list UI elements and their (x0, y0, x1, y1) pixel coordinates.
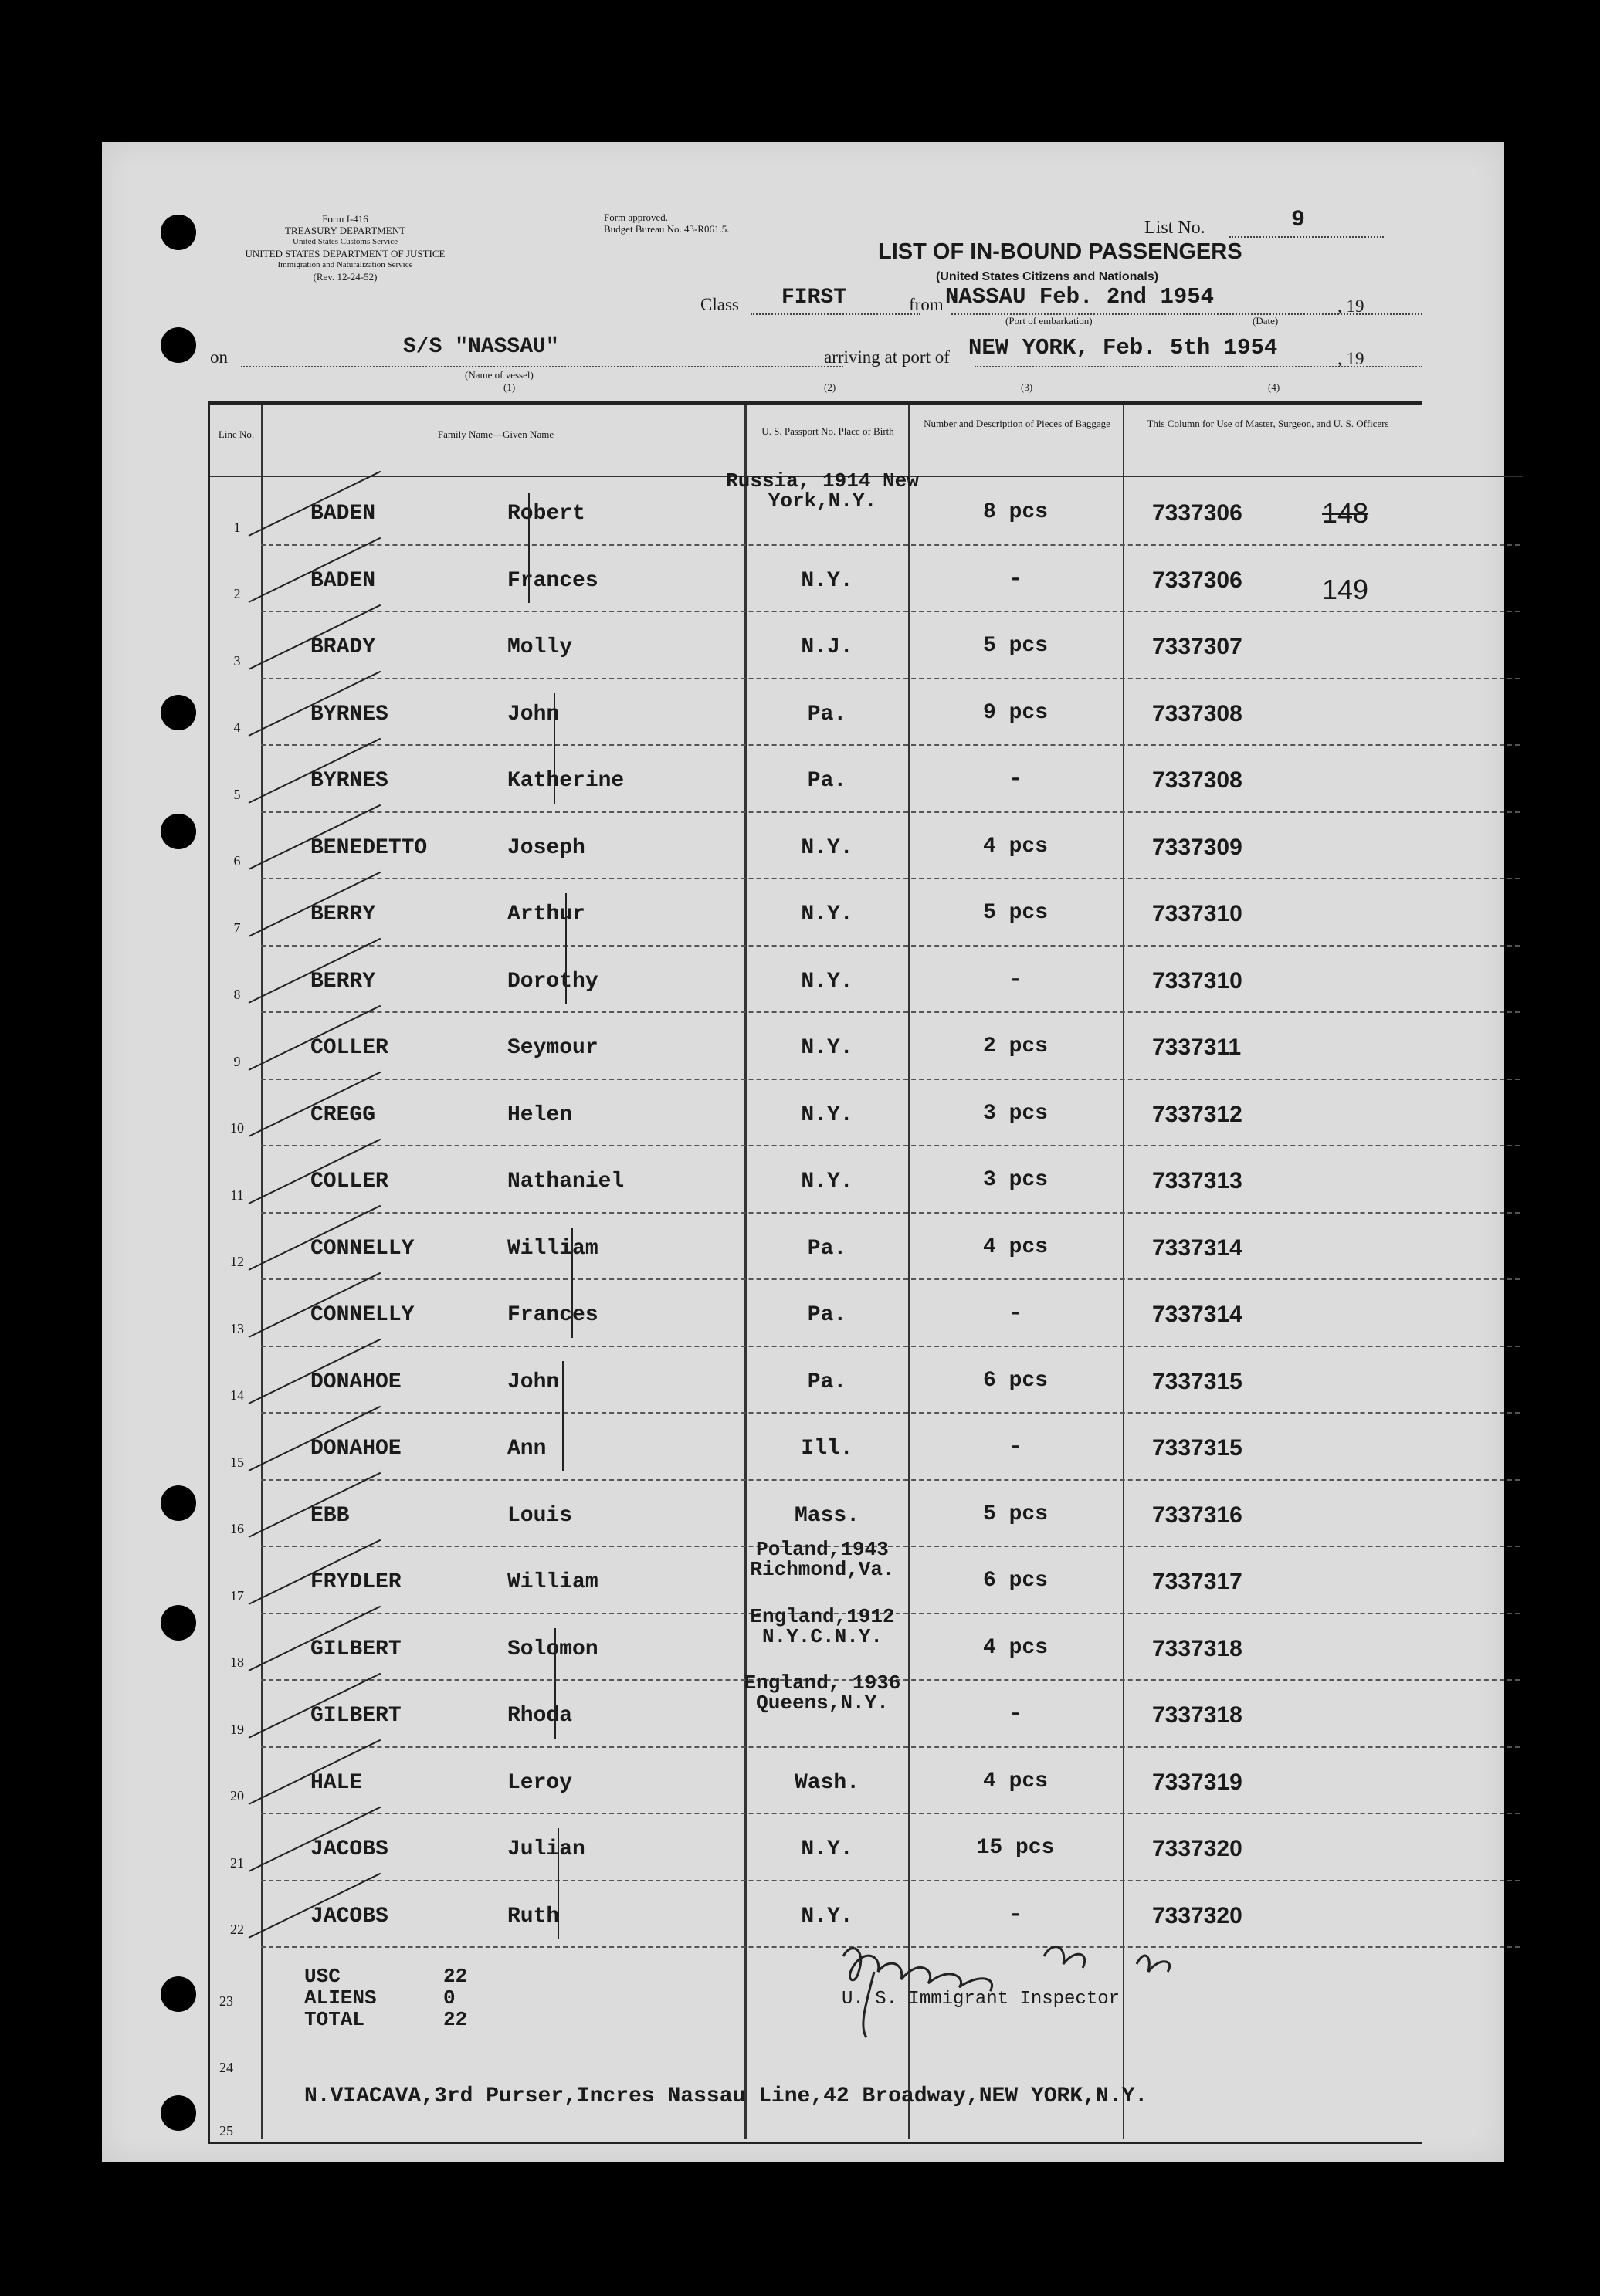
place-of-birth: Wash. (794, 1770, 859, 1795)
given-name: Joseph (507, 835, 585, 860)
officer-code: 7337311 (1152, 1035, 1242, 1060)
line-number: 7 (233, 919, 241, 936)
table-row (102, 469, 1504, 546)
baggage: 15 pcs (976, 1836, 1055, 1860)
officer-code: 7337320 (1152, 1902, 1242, 1929)
extra-line-25: 25 (219, 2123, 233, 2139)
given-name: Robert (507, 502, 585, 526)
year-label-2: , 19 (1337, 349, 1364, 368)
family-bracket (562, 1361, 564, 1471)
family-bracket (565, 893, 567, 1004)
family-bracket (558, 1828, 559, 1939)
document-subtitle: (United States Citizens and Nationals) (936, 270, 1159, 283)
line-number: 18 (230, 1654, 244, 1670)
budget-bureau: Budget Bureau No. 43-R061.5. (604, 223, 730, 235)
table-row (102, 1146, 1504, 1214)
col-header-baggage: Number and Description of Pieces of Baggage (924, 418, 1110, 429)
family-bracket (528, 493, 530, 603)
family-name: COLLER (310, 1170, 388, 1194)
given-name: Louis (507, 1503, 573, 1528)
line-number: 16 (230, 1521, 244, 1536)
family-name: CONNELLY (310, 1236, 415, 1261)
family-name: DONAHOE (310, 1437, 402, 1461)
purser-line: N.VIACAVA,3rd Purser,Incres Nassau Line,42 Broadway,NEW YORK,N.Y. (304, 2084, 1148, 2108)
family-name: BYRNES (310, 702, 388, 726)
given-name: Ruth (507, 1904, 560, 1929)
officer-code: 7337314 (1152, 1234, 1242, 1261)
line-number: 19 (230, 1721, 244, 1737)
inspector-signature (812, 1925, 1245, 2041)
baggage: 9 pcs (982, 700, 1048, 725)
place-of-birth: N.Y. (801, 1036, 853, 1060)
form-header-left (210, 213, 480, 283)
usc-count: 22 (443, 1965, 468, 1988)
given-name: Ann (507, 1437, 547, 1461)
line-number: 6 (233, 853, 241, 869)
given-name: Frances (507, 1303, 598, 1327)
line-number: 4 (233, 720, 241, 735)
baggage: 2 pcs (982, 1035, 1048, 1058)
given-name: Frances (507, 568, 598, 593)
baggage: 4 pcs (982, 834, 1048, 858)
col-number-2: (2) (824, 381, 836, 393)
given-name: Leroy (507, 1770, 573, 1795)
line-number: 9 (233, 1053, 241, 1069)
col-header-officers: This Column for Use of Master, Surgeon, and U. S. Officers (1147, 418, 1389, 429)
place-of-birth: N.Y. (801, 1170, 853, 1194)
given-name: Solomon (507, 1637, 598, 1661)
punch-hole (161, 215, 196, 250)
table-row (102, 1013, 1504, 1080)
punch-hole (161, 1976, 196, 2012)
arriving-label: arriving at port of (824, 347, 950, 367)
baggage: 4 pcs (982, 1769, 1048, 1793)
baggage: 6 pcs (982, 1569, 1048, 1593)
given-name: John (507, 1370, 560, 1394)
officer-code: 7337306 (1152, 500, 1242, 526)
given-name: Katherine (507, 769, 625, 793)
table-row (102, 1080, 1504, 1147)
family-name: BERRY (310, 902, 376, 926)
check-mark (249, 1472, 381, 1538)
officer-code: 7337315 (1152, 1368, 1242, 1394)
line-number: 13 (230, 1320, 244, 1336)
family-name: BADEN (310, 568, 376, 593)
family-name: BADEN (310, 502, 376, 526)
place-of-birth: Pa. (807, 1303, 847, 1327)
family-bracket (571, 1228, 573, 1338)
place-of-birth: England, 1936 Queens,N.Y. (744, 1671, 901, 1715)
given-name: Rhoda (507, 1704, 573, 1728)
table-row (102, 879, 1504, 947)
family-name: BRADY (310, 635, 376, 659)
table-row (102, 813, 1504, 880)
table-row (102, 1347, 1504, 1414)
place-of-birth: N.Y. (801, 1102, 853, 1127)
officer-code: 7337309 (1152, 834, 1242, 860)
family-name: CONNELLY (310, 1303, 415, 1327)
given-name: Nathaniel (507, 1170, 625, 1194)
table-row (102, 1538, 1504, 1614)
family-name: JACOBS (310, 1837, 388, 1861)
vessel-label: (Name of vessel) (465, 369, 534, 381)
list-no-value: 9 (1291, 207, 1306, 233)
from-label: from (909, 295, 944, 314)
officer-code: 7337315 (1152, 1435, 1242, 1461)
on-label: on (210, 347, 228, 367)
aliens-label: ALIENS (304, 1986, 377, 2010)
given-name: John (507, 702, 560, 726)
baggage: 3 pcs (982, 1168, 1048, 1192)
given-name: Dorothy (507, 969, 598, 994)
line-number: 21 (230, 1854, 244, 1871)
place-of-birth: Poland,1943 Richmond,Va. (750, 1538, 895, 1581)
line-number: 14 (230, 1387, 244, 1403)
given-name: Arthur (507, 902, 585, 926)
officer-code: 7337310 (1152, 901, 1242, 926)
family-name: BENEDETTO (310, 835, 428, 860)
officer-code: 7337320 (1152, 1836, 1242, 1861)
justice-dept: UNITED STATES DEPARTMENT OF JUSTICE (245, 248, 446, 259)
baggage: 5 pcs (982, 901, 1048, 925)
place-of-birth: N.Y. (801, 969, 853, 994)
given-name: William (507, 1570, 598, 1594)
col-header-passport: U. S. Passport No. Place of Birth (761, 425, 894, 437)
date-label: (Date) (1253, 315, 1279, 327)
line-number: 3 (233, 652, 241, 669)
baggage: - (1008, 1702, 1022, 1726)
class-label: Class (700, 295, 739, 314)
line-number: 15 (230, 1454, 244, 1470)
table-row (102, 679, 1504, 747)
table-row (102, 1214, 1504, 1281)
punch-hole (161, 327, 196, 363)
punch-hole (161, 2095, 196, 2131)
line-number: 11 (230, 1187, 244, 1203)
place-of-birth: N.Y. (801, 835, 853, 860)
baggage: 3 pcs (982, 1101, 1048, 1126)
year-label-1: , 19 (1337, 296, 1364, 316)
place-of-birth: England,1912 N.Y.C.N.Y. (750, 1604, 895, 1648)
port-embarkation-label: (Port of embarkation) (1005, 315, 1093, 327)
table-row (102, 1280, 1504, 1347)
baggage: - (1008, 967, 1022, 992)
family-name: BERRY (310, 969, 376, 994)
list-no-label: List No. (1144, 218, 1205, 238)
baggage: - (1008, 1302, 1022, 1326)
line-number: 5 (233, 786, 241, 802)
officer-code: 7337306 (1152, 567, 1242, 593)
vessel-name: S/S "NASSAU" (403, 335, 559, 359)
family-name: HALE (310, 1770, 363, 1795)
family-bracket (554, 1628, 556, 1739)
place-of-birth: N.Y. (801, 902, 853, 926)
given-name: Molly (507, 635, 573, 659)
family-name: GILBERT (310, 1637, 402, 1661)
given-name: Julian (507, 1837, 585, 1861)
family-name: DONAHOE (310, 1370, 402, 1394)
place-of-birth: N.Y. (801, 1837, 853, 1861)
place-of-birth: N.Y. (801, 568, 853, 593)
table-row (102, 746, 1504, 813)
col-number-3: (3) (1021, 381, 1033, 393)
baggage: 5 pcs (982, 1502, 1048, 1526)
line-number: 20 (230, 1788, 244, 1803)
form-revision: (Rev. 12-24-52) (313, 271, 378, 283)
line-number: 10 (230, 1120, 244, 1136)
from-value: NASSAU Feb. 2nd 1954 (945, 284, 1215, 310)
customs-service: United States Customs Service (293, 237, 398, 246)
line-number: 2 (233, 586, 241, 601)
place-of-birth: Pa. (807, 769, 847, 793)
officer-code: 7337312 (1152, 1101, 1242, 1127)
family-bracket (554, 693, 555, 804)
form-approved: Form approved. (604, 212, 669, 223)
table-row (102, 1671, 1504, 1748)
table-row (102, 1814, 1504, 1881)
total-label: TOTAL (304, 2008, 365, 2031)
place-of-birth: Ill. (801, 1437, 853, 1461)
col-header-line-no: Line No. (218, 428, 255, 440)
place-of-birth: Mass. (794, 1503, 859, 1528)
table-row (102, 1881, 1504, 1949)
document-page (102, 142, 1504, 2162)
extra-line-24: 24 (219, 2060, 233, 2075)
baggage: - (1008, 567, 1022, 591)
baggage: - (1008, 767, 1022, 791)
officer-code: 7337314 (1152, 1302, 1242, 1327)
arriving-value: NEW YORK, Feb. 5th 1954 (968, 335, 1278, 361)
table-row (102, 947, 1504, 1014)
extra-line-23: 23 (219, 1993, 233, 2009)
officer-code: 7337310 (1152, 967, 1242, 994)
col-header-name: Family Name—Given Name (437, 428, 554, 440)
line-number: 22 (230, 1922, 244, 1937)
place-of-birth: N.J. (801, 635, 853, 659)
table-row (102, 612, 1504, 679)
col-number-4: (4) (1268, 381, 1280, 393)
family-name: BYRNES (310, 769, 388, 793)
aliens-count: 0 (443, 1986, 456, 2010)
total-count: 22 (443, 2008, 468, 2031)
given-name: Seymour (507, 1036, 598, 1060)
family-name: COLLER (310, 1036, 388, 1060)
officer-code: 7337308 (1152, 700, 1242, 726)
officer-code: 7337317 (1152, 1569, 1242, 1594)
given-name: Helen (507, 1102, 573, 1127)
baggage: 6 pcs (982, 1368, 1048, 1393)
officer-note: 149 (1322, 573, 1369, 605)
form-number: Form I-416 (322, 213, 368, 225)
family-name: GILBERT (310, 1704, 402, 1728)
baggage: - (1008, 1435, 1022, 1459)
baggage: - (1008, 1902, 1022, 1927)
usc-label: USC (304, 1965, 341, 1988)
officer-code: 7337308 (1152, 767, 1242, 793)
ins-service: Immigration and Naturalization Service (277, 260, 413, 269)
officer-note: 148 (1322, 497, 1369, 529)
family-name: CREGG (310, 1102, 376, 1127)
inspector-label: U. S. Immigrant Inspector (842, 1989, 1120, 2010)
line-number: 1 (233, 519, 241, 535)
document-title: LIST OF IN-BOUND PASSENGERS (878, 239, 1242, 264)
line-number: 8 (233, 987, 241, 1002)
place-of-birth: Pa. (807, 702, 847, 726)
col-number-1: (1) (503, 381, 516, 393)
officer-code: 7337313 (1152, 1168, 1242, 1194)
table-row (102, 546, 1504, 613)
treasury-dept: TREASURY DEPARTMENT (284, 225, 406, 236)
officer-code: 7337307 (1152, 634, 1242, 659)
place-of-birth: Pa. (807, 1236, 847, 1261)
class-value: FIRST (781, 286, 847, 310)
baggage: 4 pcs (982, 1635, 1048, 1660)
officer-code: 7337318 (1152, 1635, 1242, 1661)
line-number: 17 (230, 1587, 244, 1603)
officer-code: 7337318 (1152, 1702, 1242, 1728)
baggage: 5 pcs (982, 634, 1048, 658)
given-name: William (507, 1236, 598, 1261)
table-row (102, 1414, 1504, 1481)
table-row (102, 1748, 1504, 1815)
totals-block (304, 1966, 467, 2030)
officer-code: 7337316 (1152, 1502, 1242, 1528)
place-of-birth: Pa. (807, 1370, 847, 1394)
place-of-birth: N.Y. (801, 1904, 853, 1929)
baggage: 8 pcs (982, 500, 1048, 524)
family-name: EBB (310, 1503, 350, 1528)
officer-code: 7337319 (1152, 1769, 1242, 1795)
baggage: 4 pcs (982, 1234, 1048, 1259)
family-name: JACOBS (310, 1904, 388, 1929)
line-number: 12 (230, 1254, 244, 1269)
form-approval (604, 212, 729, 235)
place-of-birth: Russia, 1914 New York,N.Y. (726, 469, 919, 513)
family-name: FRYDLER (310, 1570, 402, 1594)
